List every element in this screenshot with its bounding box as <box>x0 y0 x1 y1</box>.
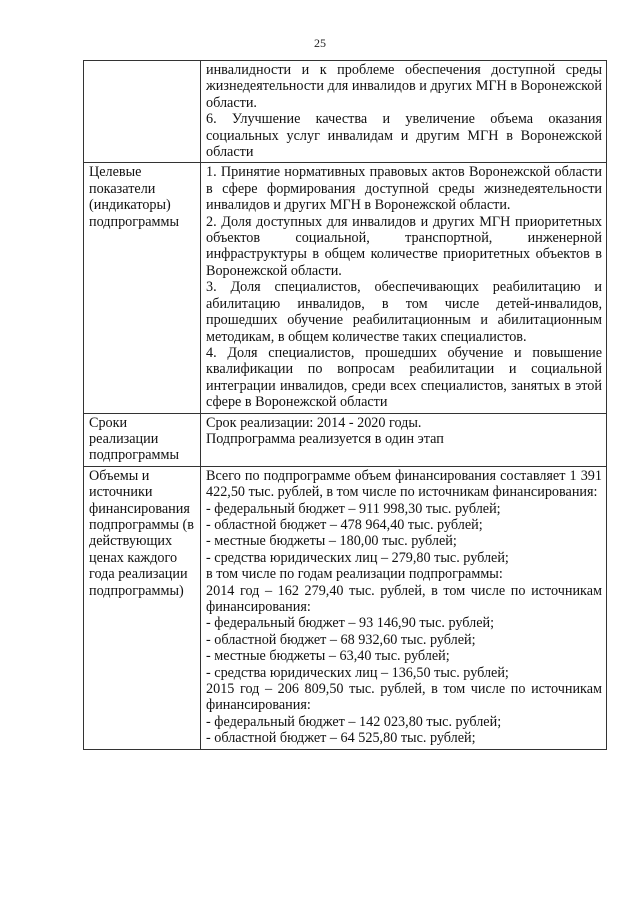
row-content-financing <box>201 466 607 749</box>
paragraph: инвалидности и к проблеме обеспечения доступной среды жизнедеятельности для инвалидов и других МГН в Воронежской области. <box>206 62 602 111</box>
row-label-empty <box>84 61 201 163</box>
paragraph: Подпрограмма реализуется в один этап <box>206 430 444 447</box>
row-label-indicators: Целевые показатели (индикаторы) подпрограммы <box>84 163 201 413</box>
table-row <box>84 413 607 466</box>
page-number: 25 <box>314 36 326 50</box>
paragraph: 2. Доля доступных для инвалидов и других МГН приоритетных объектов социальной, транспортной, инженерной инфраструктуры в общем количестве приоритетных объектов в Воронежской области. <box>206 213 602 279</box>
paragraph: 3. Доля специалистов, обеспечивающих реабилитацию и абилитацию инвалидов, в том числе детей-инвалидов, прошедших обучение реабилитационным и абилитационным методикам, в общем количестве таких специалистов. <box>206 279 602 345</box>
paragraph: 6. Улучшение качества и увеличение объема оказания социальных услуг инвалидам и другим МГН в Воронежской области <box>206 111 602 161</box>
paragraph: 2014 год – 162 279,40 тыс. рублей, в том числе по источникам финансирования: <box>206 582 602 615</box>
paragraph: - средства юридических лиц – 136,50 тыс. рублей; <box>206 664 509 681</box>
paragraph: - областной бюджет – 64 525,80 тыс. рублей; <box>206 730 476 747</box>
paragraph: Срок реализации: 2014 - 2020 годы. <box>206 414 422 431</box>
table-row <box>84 61 607 163</box>
paragraph: 2015 год – 206 809,50 тыс. рублей, в том числе по источникам финансирования: <box>206 681 602 714</box>
paragraph: - средства юридических лиц – 279,80 тыс. рублей; <box>206 549 509 566</box>
row-content-goals-continued <box>201 61 607 163</box>
passport-table <box>83 60 607 750</box>
paragraph: - местные бюджеты – 180,00 тыс. рублей; <box>206 533 457 550</box>
paragraph: 1. Принятие нормативных правовых актов Воронежской области в сфере формирования доступной среды жизнедеятельности инвалидов и других МГН в Воронежской области. <box>206 164 602 214</box>
row-content-terms <box>201 413 607 466</box>
paragraph: - местные бюджеты – 63,40 тыс. рублей; <box>206 648 450 665</box>
paragraph: в том числе по годам реализации подпрограммы: <box>206 566 503 583</box>
paragraph: - федеральный бюджет – 911 998,30 тыс. рублей; <box>206 500 501 517</box>
paragraph: 4. Доля специалистов, прошедших обучение и повышение квалификации по вопросам реабилитации и социальной интеграции инвалидов, среди всех специалистов, занятых в этой сфере в Воронежской области <box>206 344 602 411</box>
table-row <box>84 466 607 749</box>
paragraph: - областной бюджет – 478 964,40 тыс. рублей; <box>206 516 483 533</box>
paragraph: Всего по подпрограмме объем финансирования составляет 1 391 422,50 тыс. рублей, в том числе по источникам финансирования: <box>206 467 602 501</box>
table-row <box>84 163 607 413</box>
row-label-terms: Сроки реализации подпрограммы <box>84 413 201 466</box>
paragraph: - федеральный бюджет – 93 146,90 тыс. рублей; <box>206 615 495 632</box>
row-content-indicators <box>201 163 607 413</box>
paragraph: - федеральный бюджет – 142 023,80 тыс. рублей; <box>206 713 502 730</box>
paragraph: - областной бюджет – 68 932,60 тыс. рублей; <box>206 631 476 648</box>
row-label-financing: Объемы и источники финансирования подпрограммы (в действующих ценах каждого года реализации подпрограммы) <box>84 466 201 749</box>
